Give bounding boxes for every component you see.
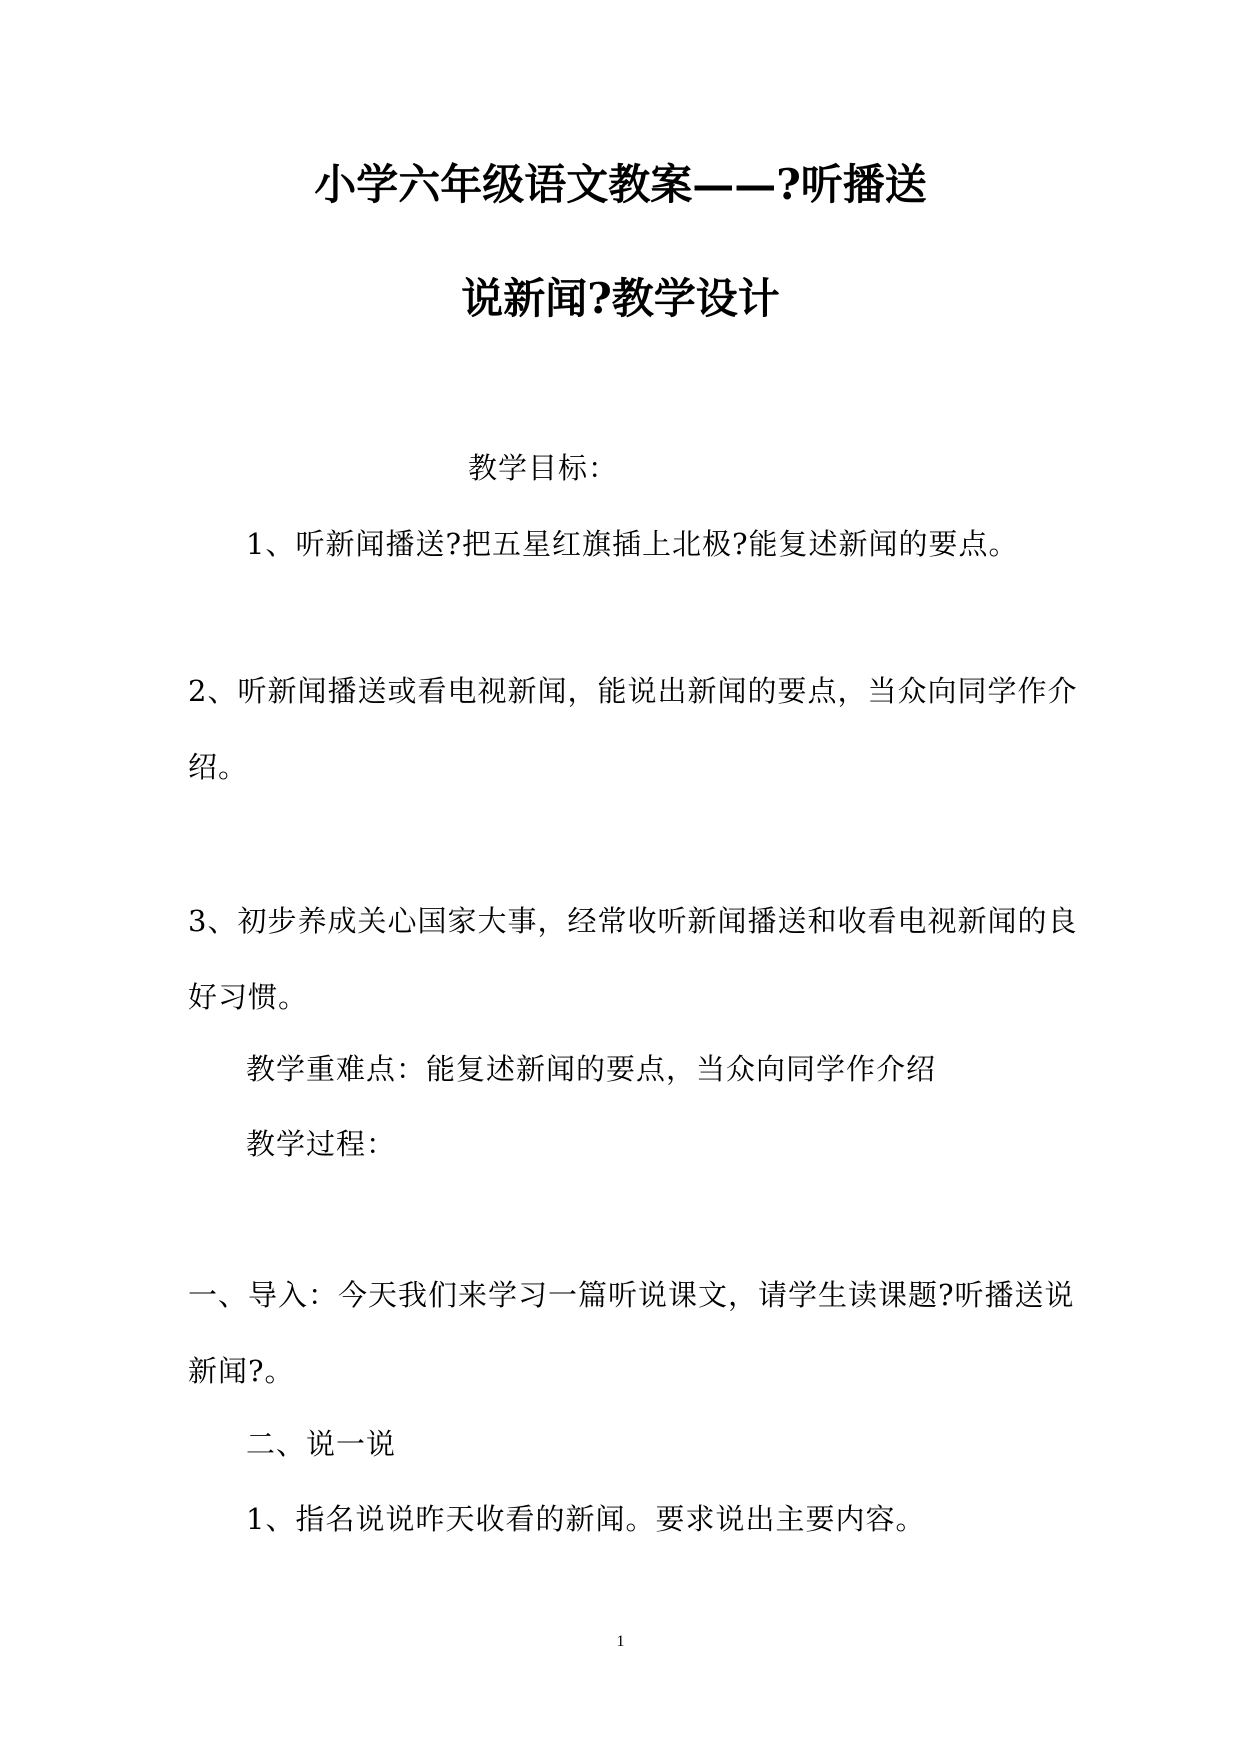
key-difficulty-paragraph: 教学重难点：能复述新闻的要点，当众向同学作介绍 [246,1052,937,1086]
teaching-goals-heading: 教学目标： [468,451,619,485]
document-title-line-1: 小学六年级语文教案——?听播送 [314,160,927,209]
goal-item-3-continued: 好习惯。 [188,980,309,1014]
document-title-line-2: 说新闻?教学设计 [461,274,780,323]
section-1-intro: 一、导入：今天我们来学习一篇听说课文，请学生读课题?听播送说 [188,1278,1075,1312]
section-2-item-1: 1、指名说说昨天收看的新闻。要求说出主要内容。 [246,1502,926,1536]
section-1-intro-continued: 新闻?。 [188,1354,295,1388]
goal-item-1: 1、听新闻播送?把五星红旗插上北极?能复述新闻的要点。 [246,527,1019,561]
goal-item-2: 2、听新闻播送或看电视新闻，能说出新闻的要点，当众向同学作介 [188,674,1078,708]
page-number: 1 [616,1633,625,1650]
goal-item-3: 3、初步养成关心国家大事，经常收听新闻播送和收看电视新闻的良 [188,904,1078,938]
section-2-heading: 二、说一说 [246,1427,397,1461]
teaching-process-heading: 教学过程： [246,1127,397,1161]
goal-item-2-continued: 绍。 [188,750,249,784]
